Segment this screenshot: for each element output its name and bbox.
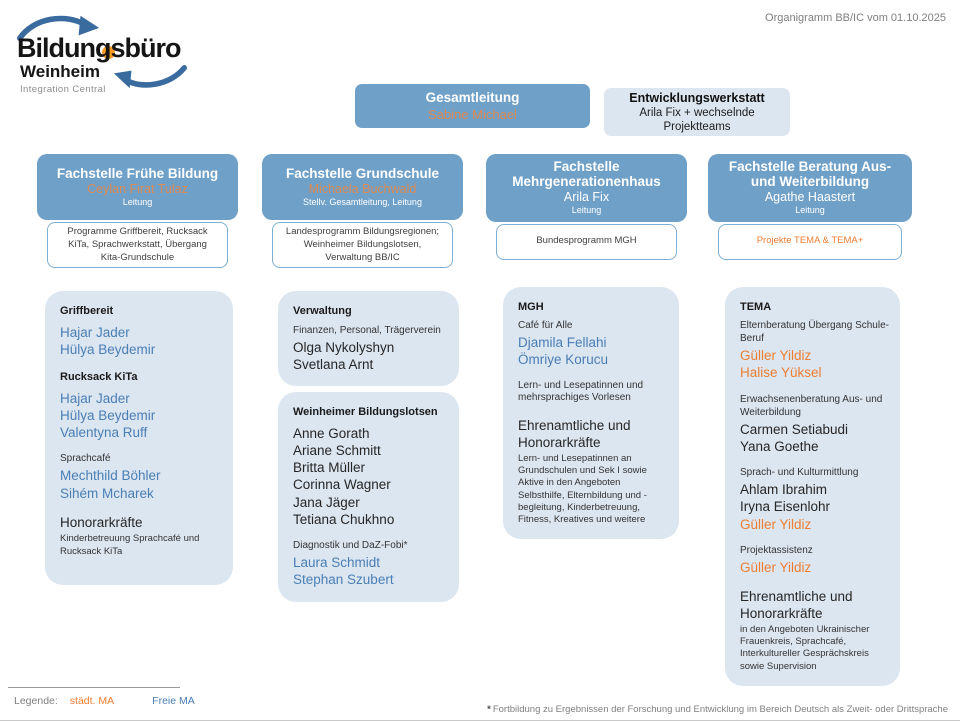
footnote — [487, 704, 948, 715]
content-box — [45, 291, 233, 585]
section-heading: MGH — [518, 300, 544, 313]
gesamtleitung-box — [355, 84, 590, 128]
column-content — [486, 287, 687, 539]
column-content — [708, 287, 912, 686]
logo-subtitle: Weinheim — [20, 62, 100, 81]
entwicklungswerkstatt-title: Entwicklungswerkstatt — [629, 90, 765, 105]
person-name-freie-ma: Hajar Jader — [60, 390, 130, 406]
gesamtleitung-name: Sabine Michael — [428, 106, 517, 122]
person-name-freie-ma: Stephan Szubert — [293, 572, 394, 588]
department-lead-name: Agathe Haastert — [764, 190, 856, 205]
department-title: Fachstelle Grundschule — [285, 165, 440, 181]
section-subheading: Erwachsenenberatung Aus- und Weiterbildung — [740, 393, 883, 418]
person-name: Jana Jäger — [293, 494, 360, 510]
column-beratung-weiterbildung — [708, 154, 912, 686]
column-fruehe-bildung — [37, 154, 238, 585]
description-text: Lern- und Lesepatinnen an Grundschulen und Sek I sowie Aktive in den Angeboten Selbsthilfe, Elternbildung und -begleitung, Kinderbetreuung, Fitness, Kreatives und weitere — [518, 453, 647, 525]
section-heading: Rucksack KiTa — [60, 371, 138, 384]
person-name: Iryna Eisenlohr — [740, 499, 831, 515]
program-box: Bundesprogramm MGH — [496, 224, 677, 260]
column-content — [37, 291, 238, 585]
person-name-freie-ma: Hajar Jader — [60, 324, 130, 340]
section-subheading: Finanzen, Personal, Trägerverein — [293, 324, 441, 336]
legend-freie-ma: Freie MA — [152, 695, 195, 707]
logo — [15, 8, 200, 103]
department-header — [708, 154, 912, 222]
section-subheading: Café für Alle — [518, 320, 573, 332]
person-name-freie-ma: Hülya Beydemir — [60, 407, 156, 423]
legend-staedt-ma: städt. MA — [69, 695, 115, 707]
description-text: in den Angeboten Ukrainischer Frauenkreis, Sprachcafé, Interkultureller Gesprächskreis sowie Supervision — [740, 624, 870, 672]
program-box: Projekte TEMA & TEMA+ — [718, 224, 902, 260]
person-name-freie-ma: Laura Schmidt — [293, 555, 381, 571]
entwicklungswerkstatt-box — [604, 88, 790, 136]
person-name-staedt-ma: Güller Yildiz — [740, 348, 812, 364]
department-lead-name: Michaela Buchwald — [308, 181, 417, 196]
person-name-freie-ma: Sihém Mcharek — [60, 485, 154, 501]
section-heading: TEMA — [740, 300, 772, 313]
section-heading: Griffbereit — [60, 305, 114, 318]
section-heading: Verwaltung — [293, 305, 352, 318]
person-name: Corinna Wagner — [293, 477, 391, 493]
person-name-freie-ma: Hülya Beydemir — [60, 342, 156, 357]
department-lead-role: Stellv. Gesamtleitung, Leitung — [303, 197, 422, 208]
legend-label: Legende: — [14, 695, 58, 707]
document-title: Organigramm BB/IC vom 01.10.2025 — [765, 12, 946, 24]
department-title: Fachstelle Frühe Bildung — [56, 165, 219, 181]
department-title: Fachstelle Mehrgenerationenhaus — [512, 159, 661, 190]
footnote-text: Fortbildung zu Ergebnissen der Forschung und Entwicklung im Bereich Deutsch als Zweit- oder Drittsprache — [492, 704, 948, 715]
section-subheading: Elternberatung Übergang Schule-Beruf — [740, 320, 889, 345]
person-name-staedt-ma: Güller Yildiz — [740, 559, 812, 575]
section-subheading: Diagnostik und DaZ-Fobi* — [293, 540, 408, 552]
person-name: Anne Gorath — [293, 425, 370, 441]
footnote-asterisk: * — [487, 704, 491, 715]
department-lead-name: Arila Fix — [563, 190, 610, 205]
department-lead-role: Leitung — [571, 205, 602, 216]
person-name-freie-ma: Valentyna Ruff — [60, 425, 148, 441]
column-grundschule — [262, 154, 463, 602]
group-label: Ehrenamtliche und Honorarkräfte — [740, 589, 853, 621]
department-lead-role: Leitung — [795, 205, 825, 216]
department-header — [486, 154, 687, 222]
program-box: Programme Griffbereit, Rucksack KiTa, Sprachwerkstatt, Übergang Kita-Grundschule — [47, 222, 228, 268]
section-heading: Weinheimer Bildungslotsen — [293, 406, 438, 419]
person-name: Tetiana Chukhno — [293, 511, 395, 527]
department-header — [37, 154, 238, 220]
group-label: Ehrenamtliche und Honorarkräfte — [518, 418, 631, 450]
department-lead-role: Leitung — [122, 197, 153, 208]
person-name: Ariane Schmitt — [293, 442, 381, 458]
program-box: Landesprogramm Bildungsregionen; Weinheimer Bildungslotsen, Verwaltung BB/IC — [272, 222, 453, 268]
section-subheading: Sprachcafé — [60, 453, 111, 465]
logo-tagline: Integration Central — [20, 84, 106, 95]
section-subheading: Projektassistenz — [740, 544, 813, 556]
person-name: Olga Nykolyshyn — [293, 339, 395, 355]
person-name-staedt-ma: Güller Yildiz — [740, 516, 812, 532]
person-name-staedt-ma: Halise Yüksel — [740, 365, 822, 381]
logo-title: Bildungsbüro — [17, 33, 181, 63]
description-text: Kinderbetreuung Sprachcafé und Rucksack KiTa — [60, 533, 200, 557]
person-name-freie-ma: Ömriye Korucu — [518, 352, 609, 368]
department-header — [262, 154, 463, 220]
content-box — [503, 287, 679, 539]
person-name-freie-ma: Djamila Fellahi — [518, 335, 607, 351]
column-mehrgenerationenhaus — [486, 154, 687, 539]
content-box — [278, 291, 459, 386]
department-title: Fachstelle Beratung Aus- und Weiterbildung — [728, 159, 892, 190]
description-text: Lern- und Lesepatinnen und mehrsprachiges Vorlesen — [518, 379, 644, 404]
person-name: Carmen Setiabudi — [740, 421, 849, 437]
person-name: Britta Müller — [293, 460, 366, 476]
column-content — [262, 291, 463, 601]
gesamtleitung-title: Gesamtleitung — [425, 89, 520, 105]
person-name: Svetlana Arnt — [293, 357, 374, 372]
content-box — [725, 287, 900, 686]
legend — [14, 695, 195, 707]
person-name: Yana Goethe — [740, 438, 819, 454]
section-subheading: Sprach- und Kulturmittlung — [740, 467, 859, 479]
person-name: Ahlam Ibrahim — [740, 482, 828, 498]
department-lead-name: Ceylan Firat Tulaz — [87, 181, 188, 196]
content-box — [278, 392, 459, 601]
logo-arrow-bottom-icon — [113, 64, 187, 92]
entwicklungswerkstatt-subtitle: Arila Fix + wechselnde Projektteams — [639, 107, 755, 134]
group-label: Honorarkräfte — [60, 514, 143, 530]
person-name-freie-ma: Mechthild Böhler — [60, 468, 161, 484]
legend-divider — [8, 687, 180, 688]
